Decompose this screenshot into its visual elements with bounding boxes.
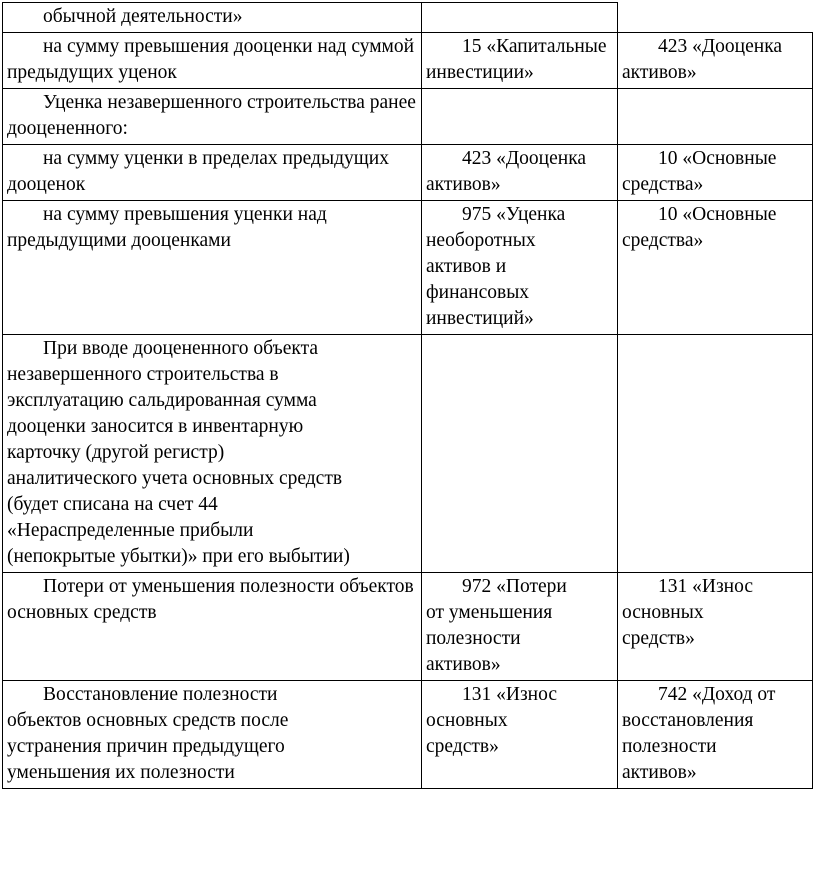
credit-cell: 10 «Основные средства» — [618, 201, 813, 335]
operation-cell: Восстановление полезности объектов основных средств после устранения причин предыдущего уменьшения их полезности — [3, 681, 422, 789]
operation-cell: При вводе дооцененного объекта незавершенного строительства в эксплуатацию сальдированная сумма дооценки заносится в инвентарную карточку (другой регистр) аналитического учета основных средств (будет списана на счет 44 «Нераспределенные прибыли (непокрытые убытки)» при его выбытии) — [3, 335, 422, 573]
operation-cell: обычной деятельности» — [3, 3, 422, 33]
debit-cell: 972 «Потери от уменьшения полезности активов» — [422, 573, 618, 681]
table-row — [3, 3, 813, 33]
operation-cell: на сумму превышения уценки над предыдущими дооценками — [3, 201, 422, 335]
operation-cell: Потери от уменьшения полезности объектов основных средств — [3, 573, 422, 681]
accounting-entries-table — [2, 2, 813, 789]
debit-cell: 975 «Уценка необоротных активов и финансовых инвестиций» — [422, 201, 618, 335]
debit-cell — [422, 335, 618, 573]
table-row — [3, 33, 813, 89]
debit-cell: 15 «Капитальные инвестиции» — [422, 33, 618, 89]
table-row — [3, 335, 813, 573]
credit-cell: 131 «Износ основных средств» — [618, 573, 813, 681]
table-row — [3, 201, 813, 335]
table-row — [3, 89, 813, 145]
table-row — [3, 681, 813, 789]
operation-cell: на сумму превышения дооценки над суммой предыдущих уценок — [3, 33, 422, 89]
credit-cell: 423 «Дооценка активов» — [618, 33, 813, 89]
credit-cell — [618, 3, 813, 33]
credit-cell — [618, 335, 813, 573]
debit-cell — [422, 3, 618, 33]
table-row — [3, 145, 813, 201]
credit-cell — [618, 89, 813, 145]
operation-cell: на сумму уценки в пределах предыдущих дооценок — [3, 145, 422, 201]
debit-cell — [422, 89, 618, 145]
debit-cell: 423 «Дооценка активов» — [422, 145, 618, 201]
debit-cell: 131 «Износ основных средств» — [422, 681, 618, 789]
credit-cell: 10 «Основные средства» — [618, 145, 813, 201]
operation-cell: Уценка незавершенного строительства ранее дооцененного: — [3, 89, 422, 145]
credit-cell: 742 «Доход от восстановления полезности активов» — [618, 681, 813, 789]
table-row — [3, 573, 813, 681]
